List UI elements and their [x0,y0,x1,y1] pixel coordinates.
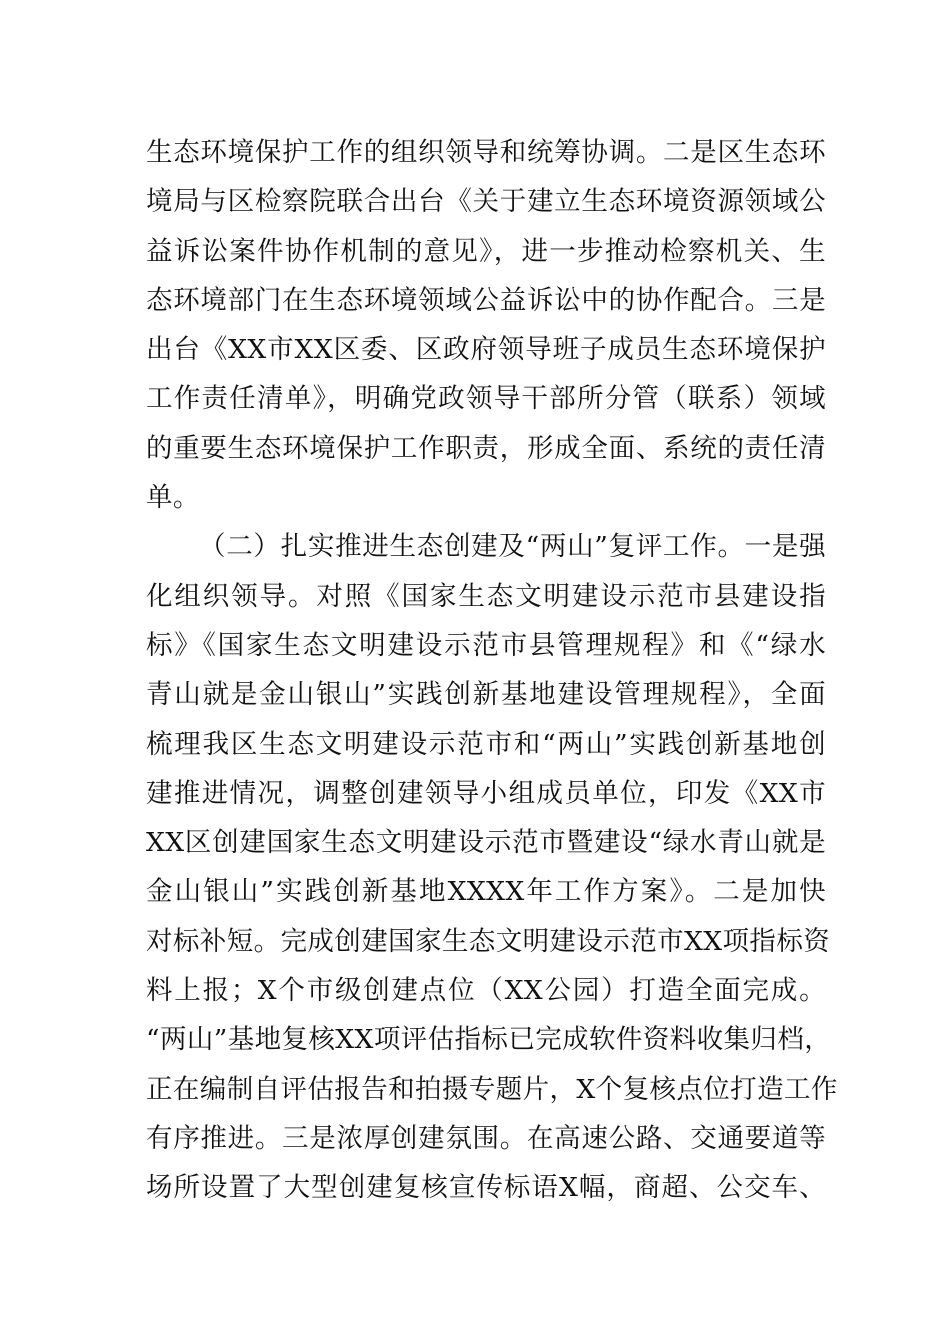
text-line: 标》《国家生态文明建设示范市县管理规程》和《“绿水 [146,629,826,661]
text-line: 正在编制自评估报告和拍摄专题片，X个复核点位打造工作 [146,1073,838,1105]
text-line: 化组织领导。对照《国家生态文明建设示范市县建设指 [146,580,826,612]
text-line: 态环境部门在生态环境领域公益诉讼中的协作配合。三是 [146,284,826,316]
text-line: XX区创建国家生态文明建设示范市暨建设“绿水青山就是 [146,827,826,859]
text-line: 青山就是金山银山”实践创新基地建设管理规程》，全面 [146,679,826,711]
text-line: 梳理我区生态文明建设示范市和“两山”实践创新基地创 [146,728,826,760]
text-line: 益诉讼案件协作机制的意见》，进一步推动检察机关、生 [146,235,826,267]
text-line: 单。 [146,482,200,514]
text-line: “两山”基地复核XX项评估指标已完成软件资料收集归档， [146,1024,832,1056]
text-line: 场所设置了大型创建复核宣传标语X幅，商超、公交车、 [146,1172,826,1204]
section-heading-line: （二）扎实推进生态创建及“两山”复评工作。一是强 [199,531,826,563]
text-line: 出台《XX市XX区委、区政府领导班子成员生态环境保护 [146,334,826,366]
text-line: 生态环境保护工作的组织领导和统筹协调。二是区生态环 [146,137,826,168]
text-line: 对标补短。完成创建国家生态文明建设示范市XX项指标资 [146,925,831,957]
text-line: 的重要生态环境保护工作职责，形成全面、系统的责任清 [146,432,826,464]
text-line: 有序推进。三是浓厚创建氛围。在高速公路、交通要道等 [146,1122,826,1154]
text-line: 料上报；X个市级创建点位（XX公园）打造全面完成。 [146,975,826,1007]
text-line: 建推进情况，调整创建领导小组成员单位，印发《XX市 [146,777,826,809]
body-text [146,128,838,1213]
text-line: 工作责任清单》，明确党政领导干部所分管（联系）领域 [146,383,826,415]
text-line: 金山银山”实践创新基地XXXX年工作方案》。二是加快 [146,876,826,908]
text-line: 境局与区检察院联合出台《关于建立生态环境资源领域公 [146,186,826,218]
